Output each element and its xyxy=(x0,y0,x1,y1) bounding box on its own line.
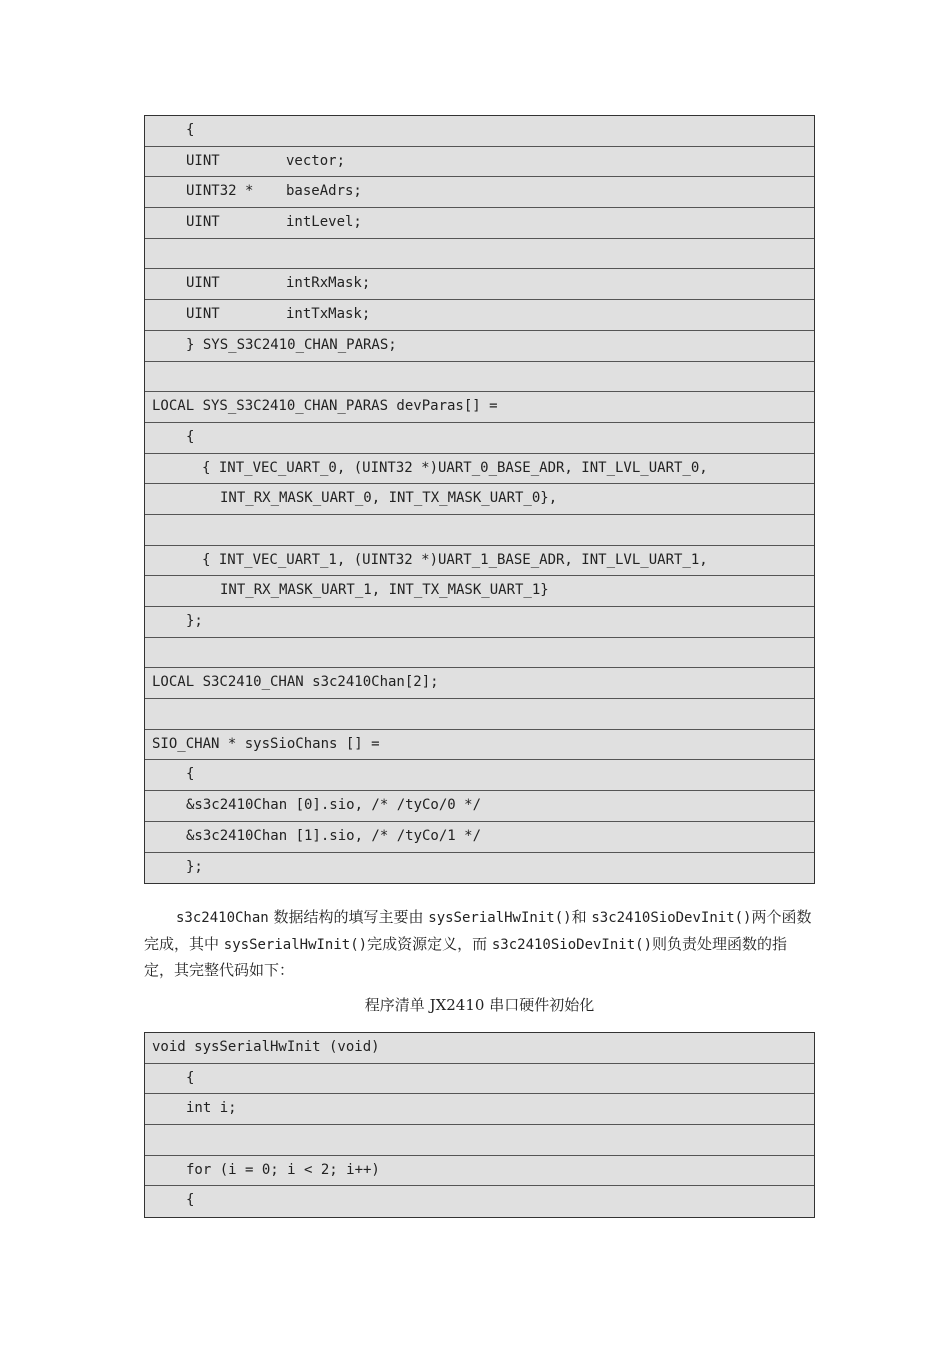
code-line xyxy=(145,1156,814,1187)
code-text: LOCAL S3C2410_CHAN s3c2410Chan[2]; xyxy=(152,674,439,691)
code-text: }; xyxy=(186,858,203,875)
code-line xyxy=(145,515,814,546)
code-line xyxy=(145,853,814,884)
code-line xyxy=(145,1094,814,1125)
body-paragraph xyxy=(144,905,815,984)
code-text: }; xyxy=(186,613,203,629)
code-text: UINT xyxy=(186,152,220,169)
code-line xyxy=(145,576,814,607)
code-line xyxy=(145,392,814,423)
code-field-name: intTxMask; xyxy=(286,306,371,323)
code-line xyxy=(145,668,814,699)
code-line xyxy=(145,760,814,791)
code-line xyxy=(145,116,814,147)
code-line xyxy=(145,177,814,208)
para-s4: 和 xyxy=(571,908,592,926)
code-line xyxy=(145,607,814,638)
para-s3: sysSerialHwInit() xyxy=(428,910,572,926)
code-text: UINT xyxy=(186,306,220,323)
code-text: UINT32 * xyxy=(186,183,254,200)
code-line xyxy=(145,1125,814,1156)
code-text: } SYS_S3C2410_CHAN_PARAS; xyxy=(186,336,397,353)
code-line xyxy=(145,1064,814,1095)
code-text: LOCAL SYS_S3C2410_CHAN_PARAS devParas[] = xyxy=(152,398,498,415)
code-text: { xyxy=(186,1069,195,1086)
code-line xyxy=(145,454,814,485)
code-text: &s3c2410Chan [1].sio, /* /tyCo/1 */ xyxy=(186,827,482,844)
code-text: &s3c2410Chan [0].sio, /* /tyCo/0 */ xyxy=(186,797,482,814)
code-text: { xyxy=(186,766,195,783)
code-line xyxy=(145,239,814,270)
code-text: void sysSerialHwInit (void) xyxy=(152,1039,380,1055)
code-line xyxy=(145,300,814,331)
code-text: UINT xyxy=(186,214,220,231)
code-table-struct xyxy=(144,115,815,884)
code-field-name: intLevel; xyxy=(286,214,362,231)
code-line xyxy=(145,1033,814,1064)
code-text: { xyxy=(186,122,195,138)
code-line xyxy=(145,423,814,454)
code-text: for (i = 0; i < 2; i++) xyxy=(186,1161,380,1178)
para-s1: s3c2410Chan xyxy=(176,910,269,926)
listing-caption: 程序清单 JX2410 串口硬件初始化 xyxy=(364,996,595,1014)
code-text: int i; xyxy=(186,1100,237,1117)
code-text: INT_RX_MASK_UART_1, INT_TX_MASK_UART_1} xyxy=(220,582,549,599)
code-line xyxy=(145,1186,814,1217)
para-s8: 完成资源定义，而 xyxy=(367,934,492,953)
code-line xyxy=(145,147,814,178)
code-text: SIO_CHAN * sysSioChans [] = xyxy=(152,735,380,752)
para-s10: 则负责处理函数的指定，其完整代码如下： xyxy=(144,934,788,979)
code-line xyxy=(145,331,814,362)
para-s9: s3c2410SioDevInit() xyxy=(491,936,653,953)
code-line xyxy=(145,822,814,853)
code-text: INT_RX_MASK_UART_0, INT_TX_MASK_UART_0}, xyxy=(220,490,558,507)
code-text: { INT_VEC_UART_0, (UINT32 *)UART_0_BASE_ADR, INT_LVL_UART_0, xyxy=(202,459,708,476)
code-line xyxy=(145,699,814,730)
code-line xyxy=(145,484,814,515)
code-text: { INT_VEC_UART_1, (UINT32 *)UART_1_BASE_ADR, INT_LVL_UART_1, xyxy=(202,551,708,568)
code-field-name: vector; xyxy=(286,152,346,169)
para-s2: 数据结构的填写主要由 xyxy=(268,908,429,926)
code-field-name: intRxMask; xyxy=(286,275,371,292)
code-line xyxy=(145,269,814,300)
code-line xyxy=(145,730,814,761)
code-line xyxy=(145,362,814,393)
code-field-name: baseAdrs; xyxy=(286,183,362,200)
code-table-init xyxy=(144,1032,815,1218)
code-text: { xyxy=(186,428,195,445)
code-line xyxy=(145,638,814,669)
code-text: { xyxy=(186,1192,195,1209)
code-text: UINT xyxy=(186,275,220,292)
code-line xyxy=(145,208,814,239)
code-line xyxy=(145,546,814,577)
para-s7: sysSerialHwInit() xyxy=(223,936,368,953)
code-line xyxy=(145,791,814,822)
para-s5: s3c2410SioDevInit() xyxy=(591,910,752,926)
para-s6: 两个函数完成，其中 xyxy=(144,908,812,953)
